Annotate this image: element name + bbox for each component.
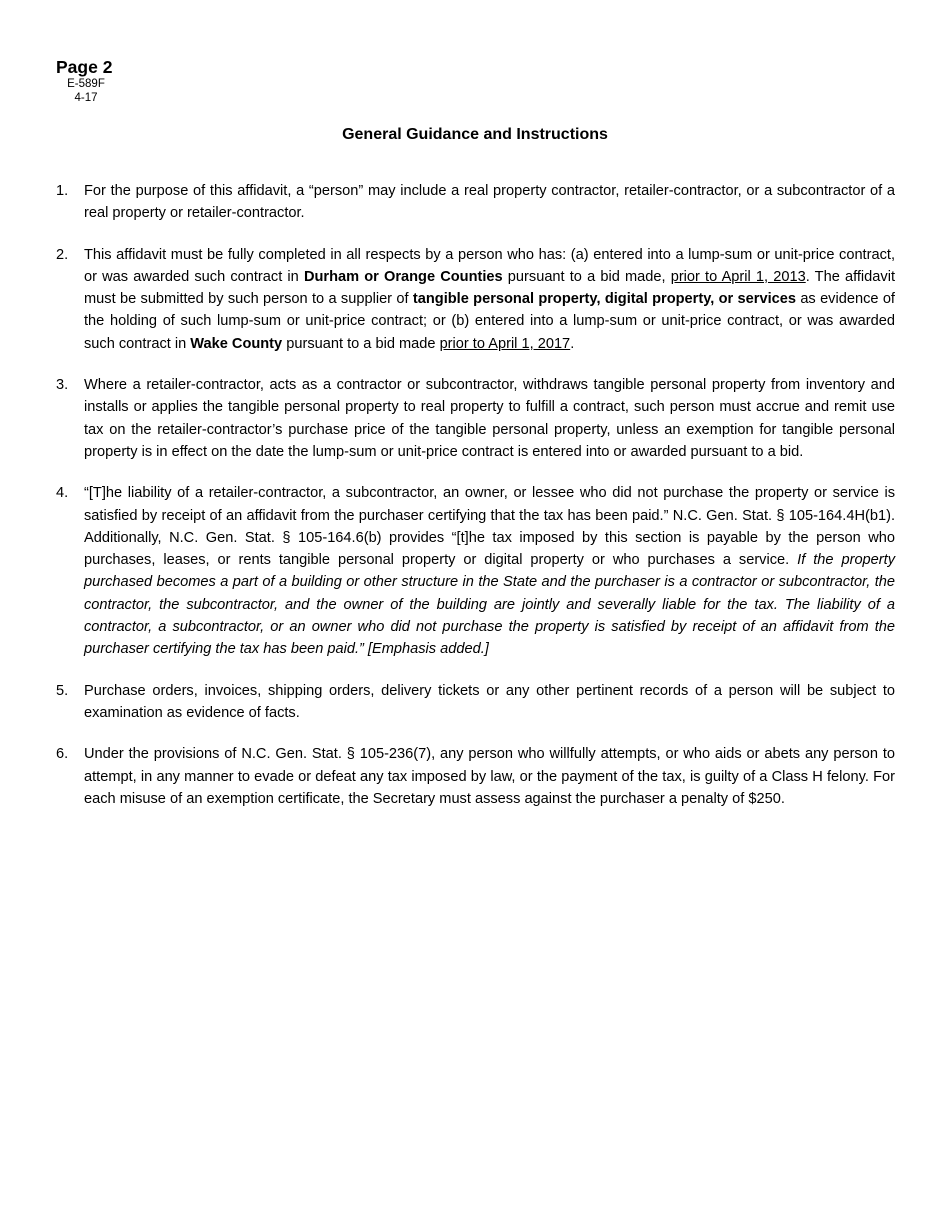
form-code: E-589F (67, 78, 105, 90)
instruction-text-segment: For the purpose of this affidavit, a “person” may include a real property contractor, retailer-contractor, or a subcontractor of a real property or retailer-contractor. (84, 183, 895, 222)
page-number: Page 2 (56, 57, 113, 77)
instruction-item (56, 180, 895, 225)
instruction-number: 1. (56, 183, 69, 199)
instruction-text-bold-segment: tangible personal property, digital property, or services (412, 291, 796, 308)
instruction-text (84, 680, 895, 725)
instruction-text-underline-segment: prior to April 1, 2013 (670, 268, 806, 285)
instruction-text-bold-segment: Wake County (190, 335, 283, 352)
instruction-text-segment: . (570, 335, 575, 352)
instruction-item (56, 743, 895, 810)
instruction-item (56, 244, 895, 355)
instruction-text-segment: as evidence of the holding of such lump-sum or unit-price contract; or (b) entered into a lump-sum or unit-price contract, or was awarded such contract in (84, 291, 895, 352)
instruction-text-segment: . The affidavit must be submitted by such person to a supplier of (84, 268, 895, 308)
instruction-text-underline-segment: prior to April 1, 2017 (439, 335, 571, 352)
instruction-text (84, 180, 895, 225)
document-title: General Guidance and Instructions (342, 126, 608, 143)
instruction-number: 6. (56, 746, 69, 763)
instruction-number: 4. (56, 485, 69, 502)
instruction-text-segment: Purchase orders, invoices, shipping orders, delivery tickets or any other pertinent records of a person will be subject to examination as evidence of facts. (84, 682, 895, 721)
instruction-text (84, 244, 895, 355)
instructions-list (56, 180, 895, 829)
instruction-text (84, 482, 895, 660)
instruction-text-segment: pursuant to a bid made, (502, 268, 671, 285)
instruction-text-segment: Where a retailer-contractor, acts as a contractor or subcontractor, withdraws tangible personal property from inventory and installs or applies the tangible personal property to real property to fulfill a contract, such person must accrue and remit use tax on the retailer-contractor’s purchase price of the tangible personal property, unless an exemption for tangible personal property is in effect on the date the lump-sum or unit-price contract is entered into or awarded pursuant to a bid. (84, 377, 895, 460)
instruction-text-segment: pursuant to a bid made (282, 335, 440, 352)
instruction-item (56, 374, 895, 463)
form-revision-date: 4-17 (74, 92, 98, 104)
instruction-text-segment: Under the provisions of N.C. Gen. Stat. § 105-236(7), any person who willfully attempts, or who aids or abets any person to attempt, in any manner to evade or defeat any tax imposed by law, or the payment of the tax, is guilty of a Class H felony. For each misuse of an exemption certificate, the Secretary must assess against the purchaser a penalty of $250. (84, 746, 895, 807)
instruction-item (56, 482, 895, 660)
instruction-number: 2. (56, 246, 69, 263)
instruction-number: 5. (56, 682, 69, 699)
instruction-number: 3. (56, 377, 69, 394)
page-header (56, 57, 126, 105)
instruction-text (84, 743, 895, 810)
instruction-text-italic-segment: If the property purchased becomes a part of a building or other structure in the State and the purchaser is a contractor or subcontractor, the contractor, the subcontractor, and the owner of the building are jointly and severally liable for the tax. The liability of a contractor, a subcontractor, or an owner who did not purchase the property is satisfied by receipt of an affidavit from the purchaser certifying the tax has been paid.” [Emphasis added.] (84, 552, 896, 658)
instruction-item (56, 680, 895, 725)
instruction-text-segment: “[T]he liability of a retailer-contractor, a subcontractor, an owner, or lessee who did not purchase the property or service is satisfied by receipt of an affidavit from the purchaser certifying that the tax has been paid.” N.C. Gen. Stat. § 105-164.4H(b1). Additionally, N.C. Gen. Stat. § 105-164.6(b) provides “[t]he tax imposed by this section is payable by the person who purchases, leases, or rents tangible personal property or digital property or who purchases a service. (84, 485, 895, 569)
instruction-text-segment: This affidavit must be fully completed in all respects by a person who has: (a) entered into a lump-sum or unit-price contract, or was awarded such contract in (84, 246, 895, 285)
instruction-text-bold-segment: Durham or Orange Counties (303, 268, 503, 285)
instruction-text (84, 374, 895, 463)
